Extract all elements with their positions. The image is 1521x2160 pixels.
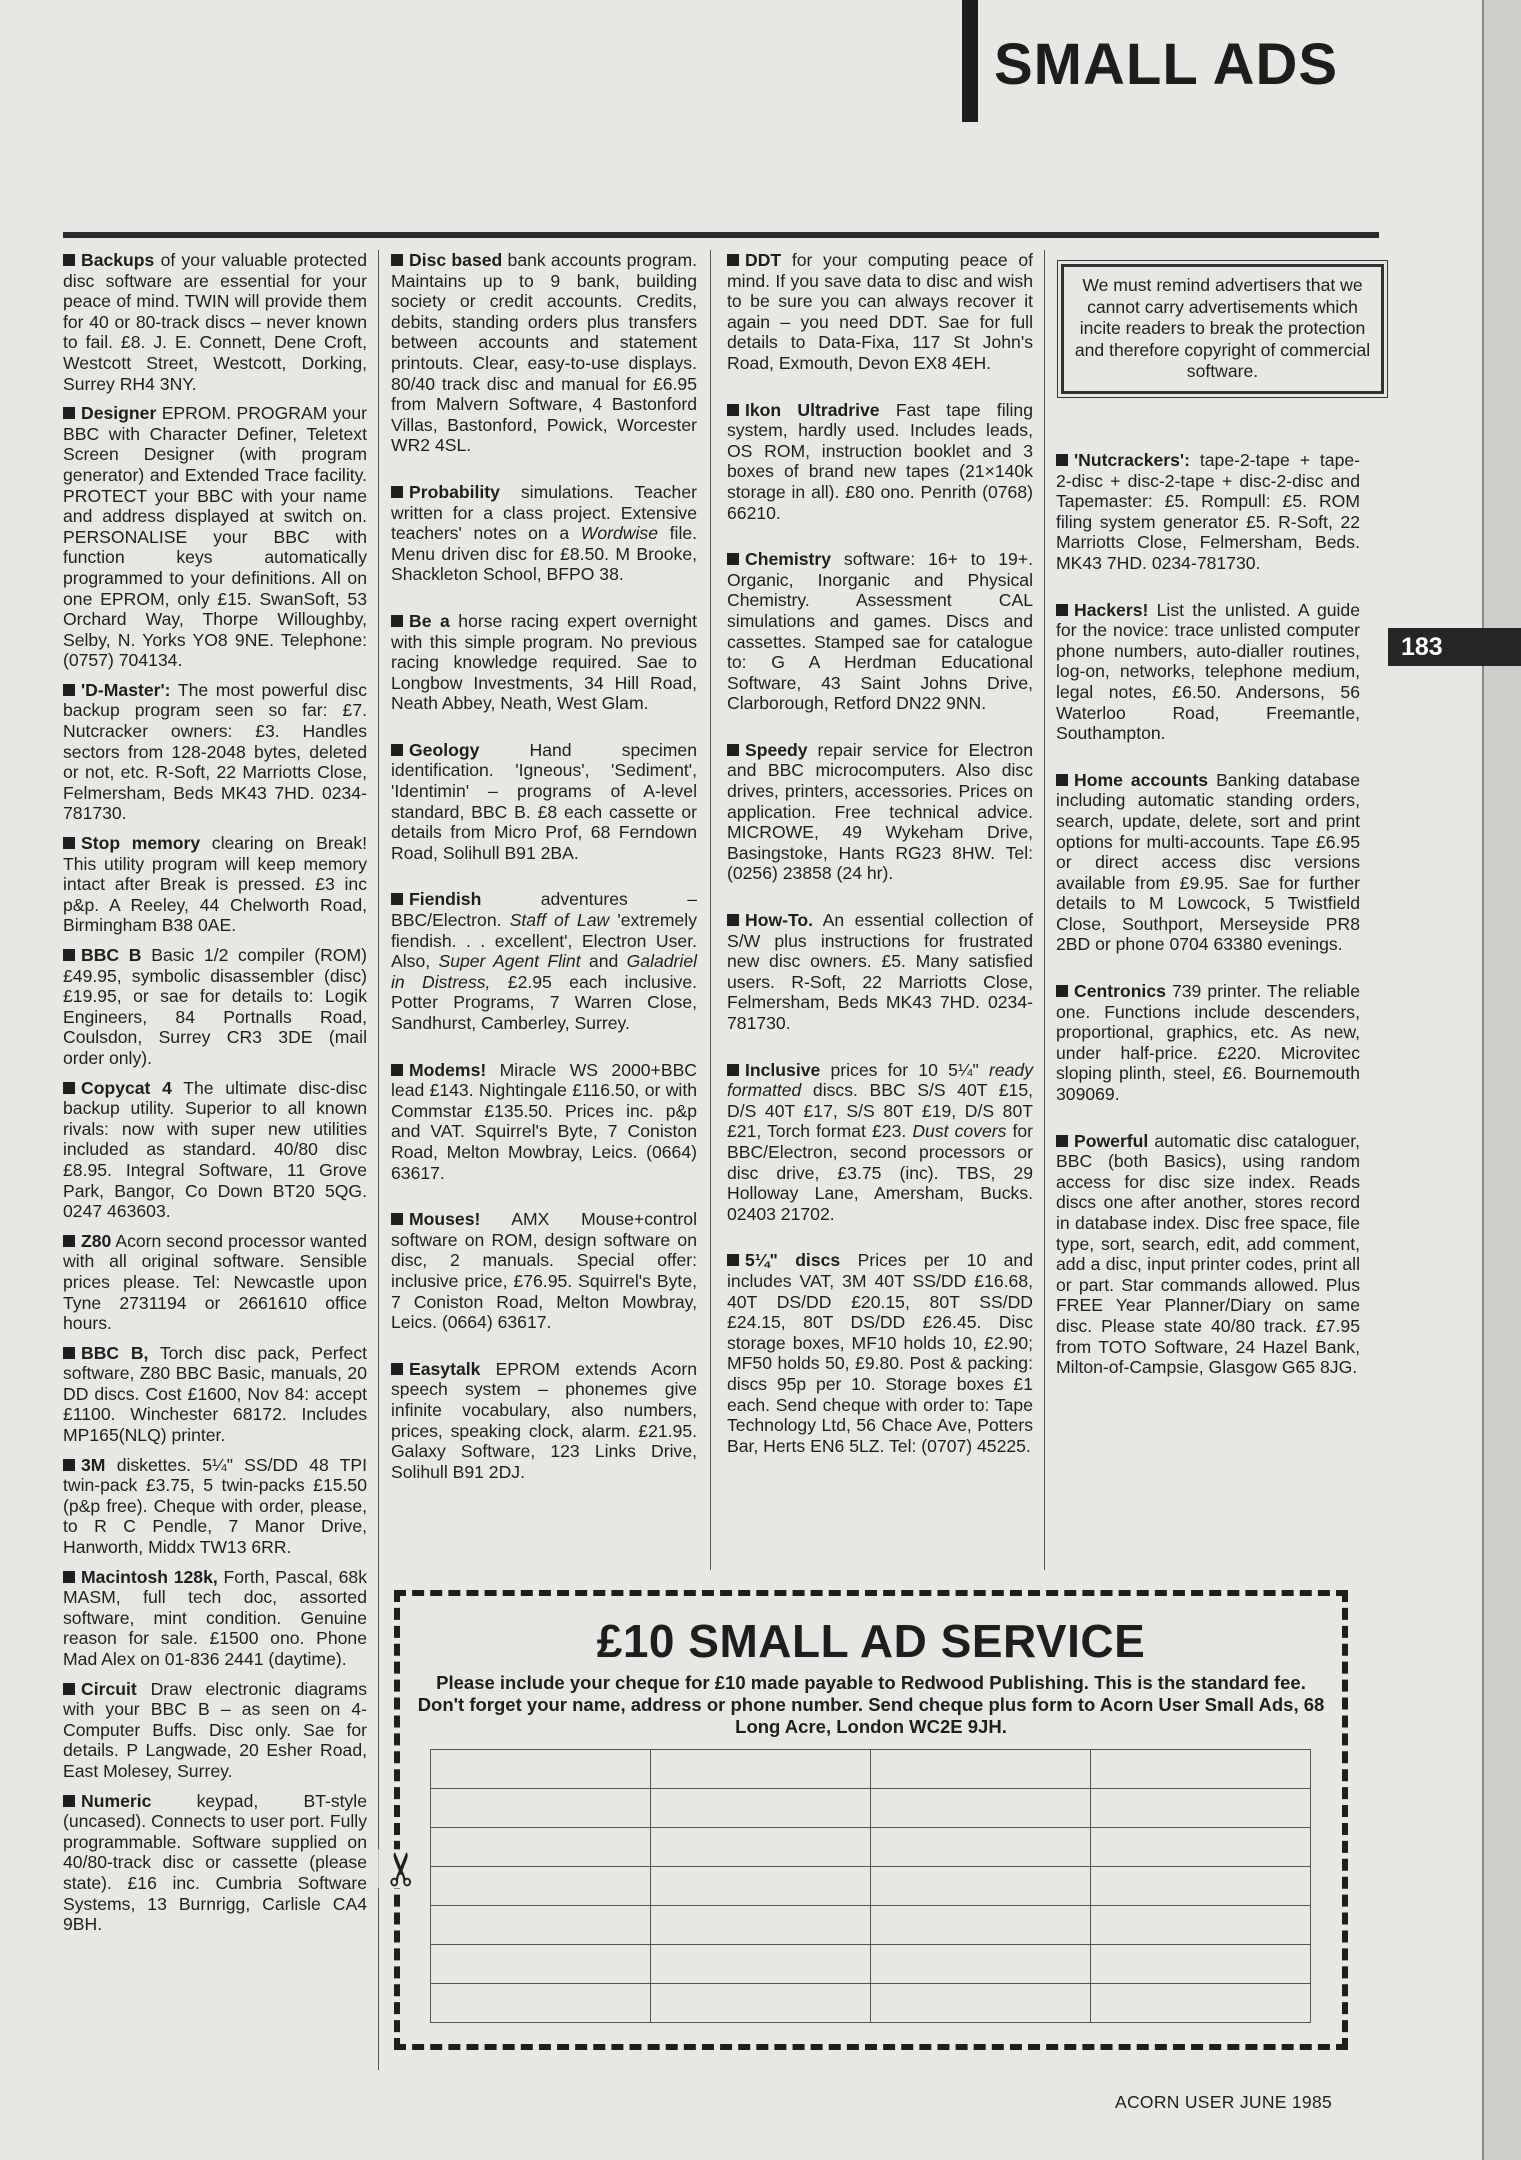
ad-5-quarter-discs: 5¼" discs Prices per 10 and includes VAT, 3M 40T SS/DD £16.68, 40T DS/DD £20.15, 80T SS/DD £24.15, 80T DS/DD £26.45. Disc storage boxes, MF10 holds 10, £2.90; MF50 holds 50, £9.80. Post & packing: discs 95p per 10. Storage boxes £1 each. Send cheque with order to: Tape Technology Ltd, 56 Chace Ave, Potters Bar, Herts EN6 5LZ. Tel: (0707) 45225. — [727, 1250, 1034, 1456]
ad-home-accounts: Home accounts Banking database including automatic standing orders, search, update, delete, sort and print options for multi-accounts. Tape £6.95 or direct access disc versions available from £9.95. Sae for further details to M Lowcock, 5 Twistfield Close, Southport, Merseyside PR8 2BD or phone 0704 63380 evenings. — [1056, 769, 1360, 955]
ad-nutcrackers: 'Nutcrackers': tape-2-tape + tape-2-disc + disc-2-tape + disc-2-disc and Tapemaster: £5. Rompull: £5. ROM filing system generator £5. R-Soft, 22 Marriotts Close, Felmersham, Beds. MK43 7HD. 0234-781730. — [1056, 450, 1361, 573]
ad-mouses: Mouses! AMX Mouse+control software on ROM, design software on disc, 2 manuals. Special offer: inclusive price, £76.95. Squirrel's Byte, 7 Coniston Road, Melton Mowbray, Leics. (0664) 63617. — [391, 1209, 698, 1333]
coupon-grid-row — [431, 1789, 1311, 1828]
ad-be-a-horse: Be a horse racing expert overnight with this simple program. No previous racing knowledge required. Sae to Longbow Investments, 34 Hill Road, Neath Abbey, Neath, West Glam. — [391, 610, 698, 714]
bullet-square-icon — [63, 1347, 75, 1359]
coupon-grid-cell[interactable] — [431, 1984, 651, 2023]
ad-modems: Modems! Miracle WS 2000+BBC lead £143. Nightingale £116.50, or with Commstar £135.50. Prices inc. p&p and VAT. Squirrel's Byte, 7 Coniston Road, Melton Mowbray, Leics. (0664) 63617. — [391, 1059, 698, 1183]
bullet-square-icon — [727, 1254, 739, 1266]
ad-bbc-b: BBC B Basic 1/2 compiler (ROM) £49.95, symbolic disassembler (disc) £19.95, or sae for details to: Logik Engineers, 84 Portnalls Road, Coulsdon, Surrey CR3 3DE (mail order only). — [63, 945, 367, 1068]
coupon-title: £10 SMALL AD SERVICE — [596, 1615, 1146, 1667]
bullet-square-icon — [63, 1459, 75, 1471]
coupon-grid-cell[interactable] — [431, 1789, 651, 1828]
footer-credit: ACORN USER JUNE 1985 — [1115, 2092, 1333, 2112]
coupon-grid-cell[interactable] — [871, 1984, 1091, 2023]
coupon-grid-cell[interactable] — [431, 1750, 651, 1789]
bullet-square-icon — [727, 553, 739, 565]
column-divider — [1044, 250, 1045, 1570]
coupon-grid-row — [431, 1945, 1311, 1984]
ad-dmaster: 'D-Master': The most powerful disc backup program seen so far: £7. Nutcracker owners: £3. Handles sectors from 128-2048 bytes, deleted or not, etc. R-Soft, 22 Marriotts Close, Felmersham, Beds MK43 7HD. 0234-781730. — [63, 679, 367, 824]
ad-chemistry: Chemistry software: 16+ to 19+. Organic, Inorganic and Physical Chemistry. Assessment CAL simulations and games. Discs and cassettes. Stamped sae for catalogue to: G A Herdman Educational Software, 43 Saint Johns Drive, Clarborough, Retford DN22 9NN. — [727, 549, 1034, 714]
coupon-grid-cell[interactable] — [431, 1945, 651, 1984]
ad-ikon-ultradrive: Ikon Ultradrive Fast tape filing system, hardly used. Includes leads, OS ROM, instruction booklet and 3 boxes of brand new tapes (21×140k storage in all). £80 ono. Penrith (0768) 66210. — [727, 399, 1033, 523]
coupon-grid-cell[interactable] — [1091, 1789, 1311, 1828]
ad-how-to: How-To. An essential collection of S/W plus instructions for frustrated new disc owners. £5. Many satisfied users. R-Soft, 22 Marriotts Close, Felmersham, Beds MK43 7HD. 0234-781730. — [727, 910, 1033, 1033]
bullet-square-icon — [63, 1795, 75, 1807]
coupon-grid-cell[interactable] — [651, 1906, 871, 1945]
ad-z80: Z80 Acorn second processor wanted with all original software. Sensible prices please. Tel: Newcastle upon Tyne 2731194 or 2661610 office hours. — [63, 1230, 368, 1334]
bullet-square-icon — [63, 407, 75, 419]
column-3 — [727, 250, 1033, 1465]
bullet-square-icon — [63, 254, 75, 266]
coupon-grid-row — [431, 1828, 1311, 1867]
column-divider — [710, 250, 711, 1570]
bullet-square-icon — [1056, 1135, 1068, 1147]
bullet-square-icon — [391, 615, 403, 627]
coupon-grid-cell[interactable] — [871, 1906, 1091, 1945]
coupon-grid-cell[interactable] — [651, 1945, 871, 1984]
bullet-square-icon — [63, 1082, 75, 1094]
coupon-instructions: Please include your cheque for £10 made payable to Redwood Publishing. This is the standard fee. Don't forget your name, address or phone number. Send cheque plus form to Acorn User Small Ads, 68 Long Acre, London WC2E 9JH. — [417, 1672, 1325, 1737]
coupon-grid-cell[interactable] — [431, 1867, 651, 1906]
coupon-grid-cell[interactable] — [1091, 1906, 1311, 1945]
coupon-form-grid — [430, 1749, 1311, 2023]
coupon-grid-cell[interactable] — [651, 1828, 871, 1867]
coupon-grid-cell[interactable] — [431, 1828, 651, 1867]
ad-speedy: Speedy repair service for Electron and BBC microcomputers. Also disc drives, printers, accessories. Prices on application. Free technical advice. MICROWE, 49 Wykeham Drive, Basingstoke, Hants RG23 8HW. Tel: (0256) 23858 (24 hr). — [727, 739, 1033, 884]
bullet-square-icon — [63, 837, 75, 849]
coupon-grid-cell[interactable] — [871, 1750, 1091, 1789]
ad-hackers: Hackers! List the unlisted. A guide for the novice: trace unlisted computer phone numbers, auto-dialler routines, log-on, networks, telephone medium, legal notes, £6.50. Andersons, 56 Waterloo Road, Freemantle, Southampton. — [1056, 599, 1360, 744]
bullet-square-icon — [1056, 985, 1068, 997]
ad-powerful: Powerful automatic disc cataloguer, BBC (both Basics), using random access for disc size index. Reads discs one after another, stores record in database index. Disc free space, file type, sort, search, edit, add comment, add a disc, input printer codes, print all or part. Star commands allowed. Plus FREE Year Planner/Diary on same disc. Please state 40/80 track. £7.95 from TOTO Software, 24 Hazel Bank, Milton-of-Campsie, Glasgow G65 8JG. — [1056, 1130, 1361, 1378]
ad-geology: Geology Hand specimen identification. 'Igneous', 'Sediment', 'Identimin' – programs of A-level standard, BBC B. £8 each cassette or details from Micro Prof, 68 Ferndown Road, Solihull B91 2BA. — [391, 739, 697, 863]
bullet-square-icon — [727, 744, 739, 756]
bullet-square-icon — [1056, 454, 1068, 466]
bullet-square-icon — [727, 914, 739, 926]
coupon-grid-row — [431, 1906, 1311, 1945]
page-title: SMALL ADS — [994, 32, 1339, 97]
ad-inclusive: Inclusive prices for 10 5¼" ready formatted discs. BBC S/S 40T £15, D/S 40T £17, S/S 80T £19, D/S 80T £21, Torch format £23. Dust covers for BBC/Electron, second processors or disc drive, £3.75 (inc). TBS, 29 Holloway Lane, Amersham, Bucks. 02403 21702. — [727, 1059, 1034, 1224]
bullet-square-icon — [63, 949, 75, 961]
coupon-grid-cell[interactable] — [651, 1867, 871, 1906]
coupon-grid-cell[interactable] — [651, 1984, 871, 2023]
bullet-square-icon — [727, 404, 739, 416]
coupon-grid-cell[interactable] — [1091, 1984, 1311, 2023]
ad-copycat: Copycat 4 The ultimate disc-disc backup utility. Superior to all known rivals: now with super new utilities included as standard. 40/80 disc £8.95. Integral Software, 11 Grove Park, Bangor, Co Down BT20 5QG. 0247 463603. — [63, 1077, 367, 1222]
small-ad-coupon — [375, 1590, 1348, 2050]
coupon-grid-cell[interactable] — [1091, 1828, 1311, 1867]
ad-fiendish: Fiendish adventures – BBC/Electron. Staff of Law 'extremely fiendish. . . excellent', Electron User. Also, Super Agent Flint and Galadriel in Distress, £2.95 each inclusive. Potter Programs, 7 Warren Close, Sandhurst, Camberley, Surrey. — [391, 889, 698, 1033]
column-1 — [63, 250, 367, 1944]
bullet-square-icon — [727, 1064, 739, 1076]
coupon-grid-cell[interactable] — [1091, 1750, 1311, 1789]
coupon-grid-cell[interactable] — [871, 1867, 1091, 1906]
column-2 — [391, 250, 697, 1491]
coupon-grid-cell[interactable] — [1091, 1945, 1311, 1984]
coupon-grid-row — [431, 1984, 1311, 2023]
header-bar — [962, 0, 978, 122]
coupon-grid-cell[interactable] — [651, 1789, 871, 1828]
coupon-grid-row — [431, 1750, 1311, 1789]
bullet-square-icon — [63, 1235, 75, 1247]
bullet-square-icon — [1056, 604, 1068, 616]
bullet-square-icon — [63, 1683, 75, 1695]
ad-designer: Designer EPROM. PROGRAM your BBC with Character Definer, Teletext Screen Designer (with program generator) and Extended Trace facility. PROTECT your BBC with your name and address displayed at switch on. PERSONALISE your BBC with function keys automatically programmed to your definitions. All on one EPROM, only £15. SwanSoft, 53 Orchard Way, Thorpe Willoughby, Selby, N. Yorks YO8 9NE. Telephone: (0757) 704134. — [63, 403, 367, 671]
ad-centronics: Centronics 739 printer. The reliable one. Functions include descenders, proportional, graphics, etc. As new, under half-price. £220. Microvitec sloping plinth, steel, £6. Bournemouth 309069. — [1056, 981, 1361, 1105]
coupon-grid-cell[interactable] — [871, 1945, 1091, 1984]
page-edge — [1482, 0, 1521, 2160]
coupon-grid-cell[interactable] — [651, 1750, 871, 1789]
ad-stop-memory: Stop memory clearing on Break! This utility program will keep memory intact after Break is pressed. £3 inc p&p. A Reeley, 44 Chelworth Road, Birmingham B38 0AE. — [63, 833, 368, 936]
coupon-grid-row — [431, 1867, 1311, 1906]
ad-disc-based: Disc based bank accounts program. Maintains up to 9 bank, building society or credit accounts. Credits, debits, standing orders plus transfers between accounts and statement printouts. Clear, easy-to-use displays. 80/40 track disc and manual for £6.95 from Malvern Software, 4 Bastonford Villas, Bastonford, Powick, Worcester WR2 4SL. — [391, 250, 698, 456]
bullet-square-icon — [391, 1064, 403, 1076]
column-4 — [1056, 450, 1360, 1387]
bullet-square-icon — [63, 1571, 75, 1583]
ad-macintosh: Macintosh 128k, Forth, Pascal, 68k MASM, full tech doc, assorted software, mint condition. Genuine reason for sale. £1500 ono. Phone Mad Alex on 01-836 2441 (daytime). — [63, 1566, 368, 1669]
bullet-square-icon — [391, 744, 403, 756]
coupon-grid-cell[interactable] — [431, 1906, 651, 1945]
coupon-grid-cell[interactable] — [871, 1789, 1091, 1828]
bullet-square-icon — [391, 254, 403, 266]
ad-backups: Backups of your valuable protected disc software are essential for your peace of mind. TWIN will provide them for 40 or 80-track discs – never known to fail. £8. J. E. Connett, Dene Croft, Westcott Street, Westcott, Dorking, Surrey RH4 3NY. — [63, 250, 367, 394]
column-divider — [378, 250, 379, 2070]
coupon-grid-cell[interactable] — [1091, 1867, 1311, 1906]
ad-probability: Probability simulations. Teacher written for a class project. Extensive teachers' notes on a Wordwise file. Menu driven disc for £8.50. M Brooke, Shackleton School, BFPO 38. — [391, 481, 698, 585]
bullet-square-icon — [63, 684, 75, 696]
coupon-grid-cell[interactable] — [871, 1828, 1091, 1867]
bullet-square-icon — [1056, 774, 1068, 786]
bullet-square-icon — [391, 1363, 403, 1375]
header-rule — [63, 232, 1379, 238]
bullet-square-icon — [727, 254, 739, 266]
page-number-tab: 183 — [1388, 628, 1521, 666]
ad-numeric: Numeric keypad, BT-style (uncased). Connects to user port. Fully programmable. Software supplied on 40/80-track disc or cassette (please state). £16 inc. Cumbria Software Systems, 13 Burnrigg, Carlisle CA4 9BH. — [63, 1790, 367, 1935]
ad-circuit: Circuit Draw electronic diagrams with your BBC B – as seen on 4-Computer Buffs. Disc only. Sae for details. P Langwade, 20 Esher Road, East Molesey, Surrey. — [63, 1678, 367, 1781]
scissors-icon: ✂ — [375, 1849, 428, 1889]
ad-3m: 3M diskettes. 5¼" SS/DD 48 TPI twin-pack £3.75, 5 twin-packs £15.50 (p&p free). Cheque with order, please, to R C Pendle, 7 Manor Drive, Hanworth, Middx TW13 6RR. — [63, 1454, 368, 1558]
ad-ddt: DDT for your computing peace of mind. If you save data to disc and wish to be sure you can always recover it again – you need DDT. Sae for full details to Data-Fixa, 117 St John's Road, Exmouth, Devon EX8 4EH. — [727, 250, 1034, 373]
ad-bbc-b-torch: BBC B, Torch disc pack, Perfect software, Z80 BBC Basic, manuals, 20 DD discs. Cost £1600, Nov 84: accept £1100. Winchester 68172. Includes MP165(NLQ) printer. — [63, 1342, 368, 1446]
ad-easytalk: Easytalk EPROM extends Acorn speech system – phonemes give infinite vocabulary, also numbers, prices, speaking clock, alarm. £21.95. Galaxy Software, 123 Links Drive, Solihull B91 2DJ. — [391, 1358, 697, 1482]
bullet-square-icon — [391, 1213, 403, 1225]
notice-box: We must remind advertisers that we cannot carry advertisements which incite readers to break the protection and therefore copyright of commercial software. — [1061, 264, 1384, 394]
bullet-square-icon — [391, 486, 403, 498]
bullet-square-icon — [391, 893, 403, 905]
